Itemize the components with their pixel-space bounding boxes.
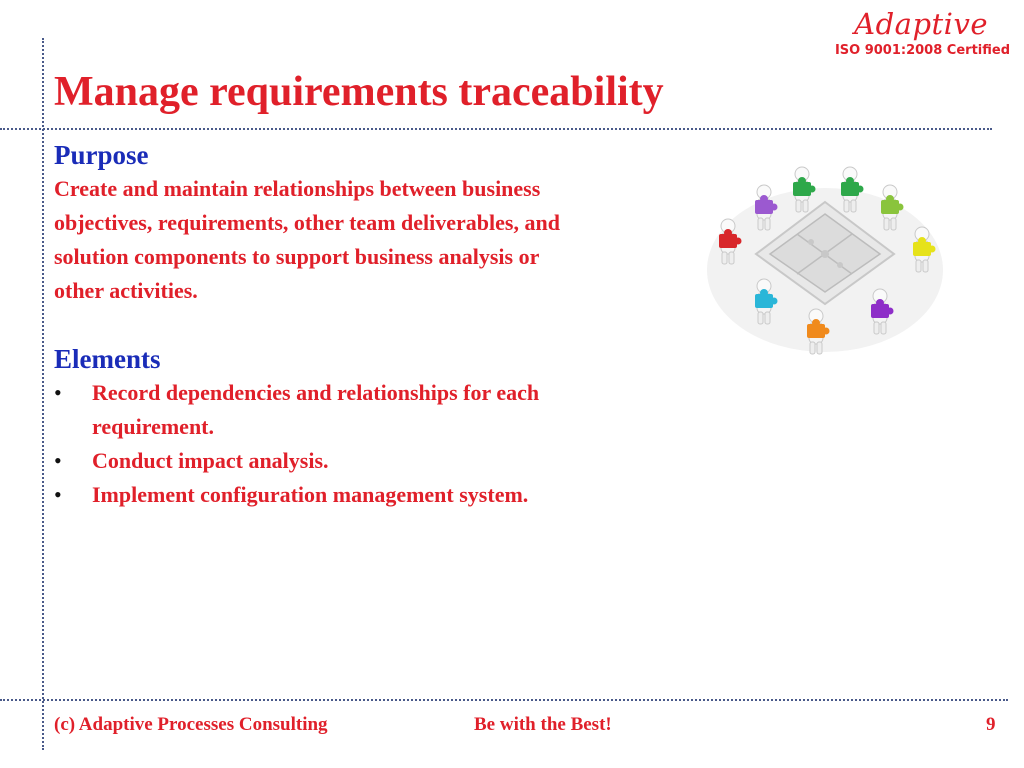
- page-number: 9: [986, 714, 996, 735]
- slide-content: [54, 138, 594, 512]
- list-item: [54, 478, 594, 512]
- people-holding-puzzle-pieces-around-puzzle-icon: [694, 152, 956, 366]
- elements-list: [54, 376, 594, 512]
- bullet-icon: •: [54, 482, 62, 507]
- purpose-heading: Purpose: [54, 140, 149, 170]
- list-item: [54, 444, 594, 478]
- footer-tagline: Be with the Best!: [474, 714, 612, 735]
- list-item-text: Conduct impact analysis.: [92, 448, 329, 473]
- company-logo: [835, 6, 1010, 60]
- list-item-text: Implement configuration management system.: [92, 482, 529, 507]
- bullet-icon: •: [54, 448, 62, 473]
- footer-divider: [0, 699, 1008, 701]
- purpose-text: Create and maintain relationships between business objectives, requirements, other team deliverables, and solution components to support business analysis or other activities.: [54, 176, 560, 303]
- footer-copyright: (c) Adaptive Processes Consulting: [54, 714, 328, 735]
- title-divider: [0, 128, 992, 130]
- vertical-dotted-rule: [42, 38, 44, 750]
- bullet-icon: •: [54, 380, 62, 405]
- elements-heading: Elements: [54, 344, 161, 374]
- logo-brand: Adaptive: [854, 7, 988, 41]
- logo-certification: ISO 9001:2008 Certified: [834, 43, 1010, 58]
- list-item-text: Record dependencies and relationships for each requirement.: [92, 380, 540, 439]
- slide-title: Manage requirements traceability: [54, 69, 664, 115]
- list-item: [54, 376, 594, 444]
